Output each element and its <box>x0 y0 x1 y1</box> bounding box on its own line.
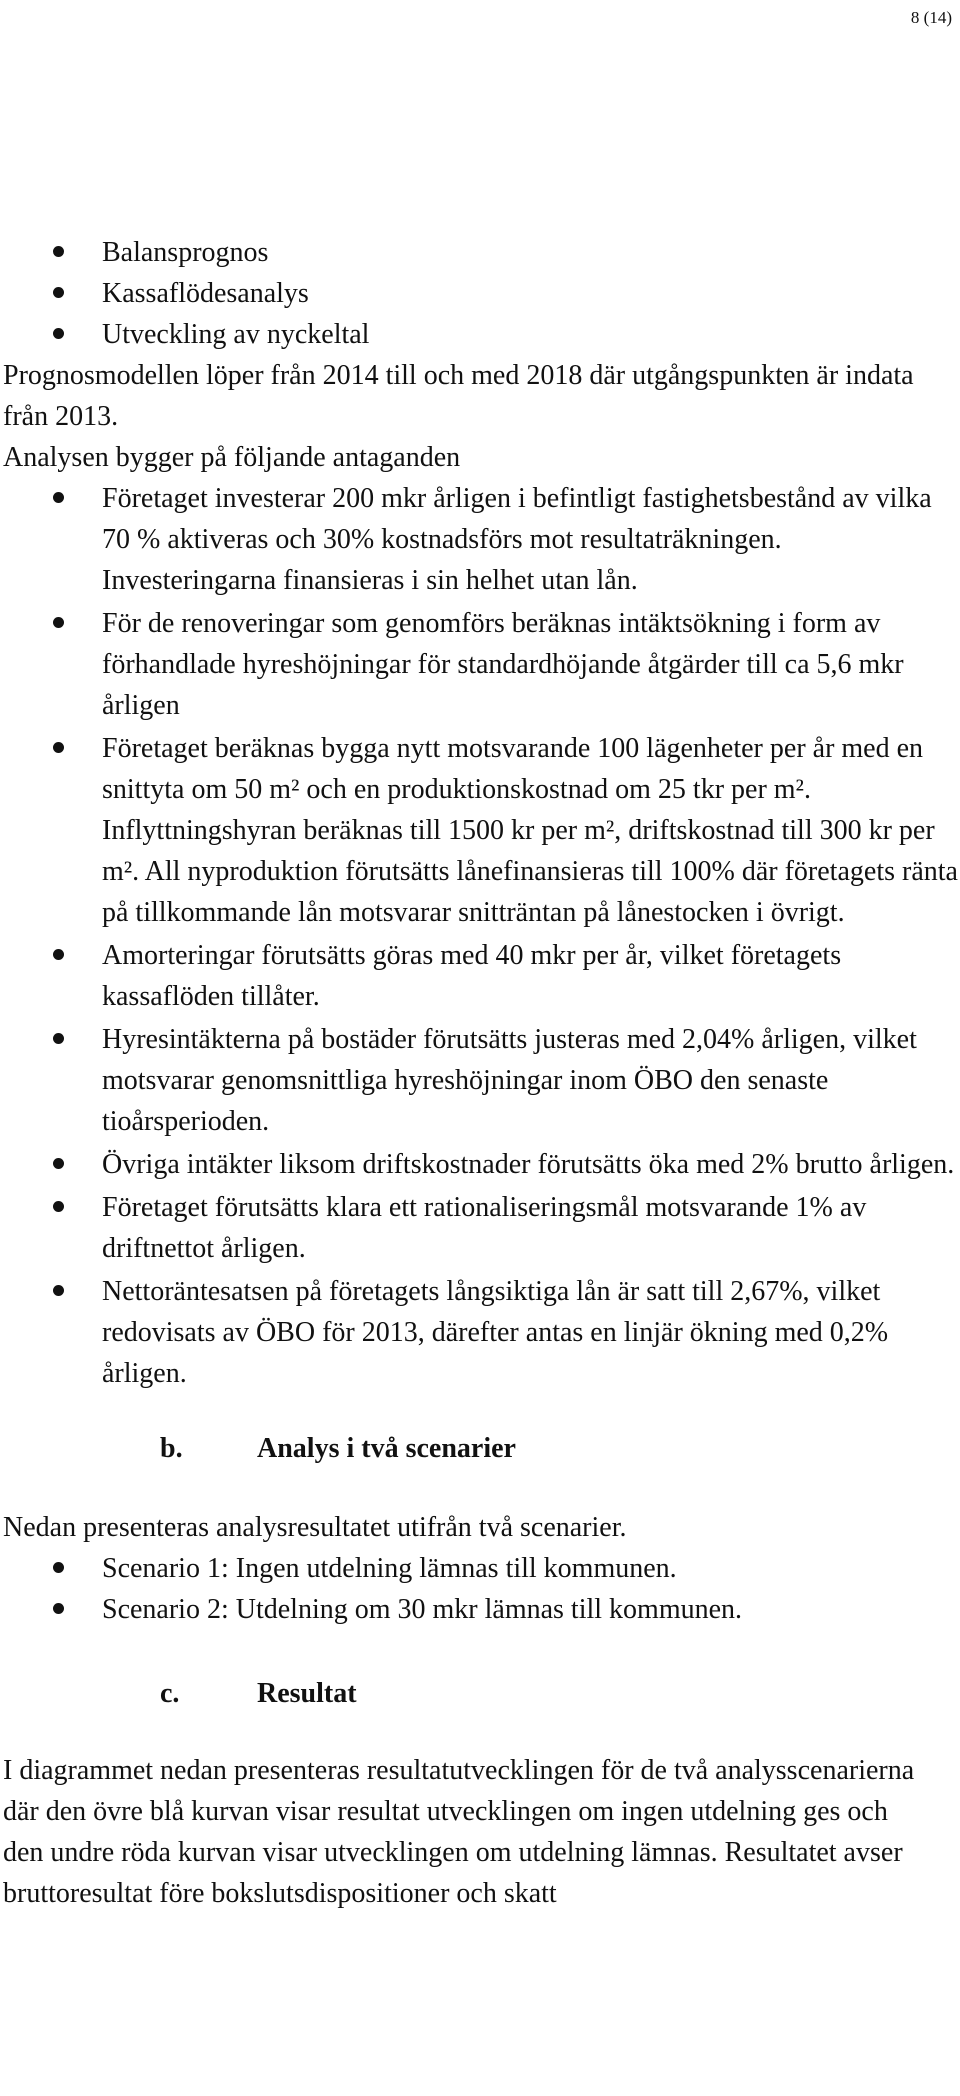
list-item: Kassaflödesanalys <box>3 273 958 314</box>
list-item: Balansprognos <box>3 232 958 273</box>
section-heading-c <box>3 1673 958 1714</box>
list-item: Scenario 1: Ingen utdelning lämnas till kommunen. <box>3 1548 958 1589</box>
list-item: Nettoräntesatsen på företagets långsiktiga lån är satt till 2,67%, vilket redovisats av ÖBO för 2013, därefter antas en linjär ökning med 0,2% årligen. <box>3 1271 958 1394</box>
prognosis-paragraph: Prognosmodellen löper från 2014 till och med 2018 där utgångspunkten är indata från 2013. <box>3 360 914 432</box>
list-item: Företaget beräknas bygga nytt motsvarande 100 lägenheter per år med en snittyta om 50 m² och en produktionskostnad om 25 tkr per m². Inflyttningshyran beräknas till 1500 kr per m², driftskostnad till 300 kr per m². All nyproduktion förutsätts lånefinansieras till 100% där företagets ränta på tillkommande lån motsvarar snitträntan på lånestocken i övrigt. <box>3 728 958 933</box>
section-title: Analys i två scenarier <box>257 1433 516 1464</box>
section-letter: c. <box>160 1678 180 1709</box>
list-item: Scenario 2: Utdelning om 30 mkr lämnas till kommunen. <box>3 1589 958 1630</box>
section-letter: b. <box>160 1433 183 1464</box>
list-item: För de renoveringar som genomförs beräknas intäktsökning i form av förhandlade hyreshöjningar för standardhöjande åtgärder till ca 5,6 mkr årligen <box>3 603 958 726</box>
list-item: Utveckling av nyckeltal <box>3 314 958 355</box>
results-paragraph: I diagrammet nedan presenteras resultatutvecklingen för de två analysscenarierna där den övre blå kurvan visar resultat utvecklingen om ingen utdelning ges och den undre röda kurvan visar utvecklingen om utdelning lämnas. Resultatet avser bruttoresultat före bokslutsdispositioner och skatt <box>3 1755 915 1909</box>
intro-bullet-list <box>3 232 958 355</box>
scenarios-intro: Nedan presenteras analysresultatet utifrån två scenarier. <box>3 1512 627 1543</box>
scenario-bullet-list <box>3 1548 958 1630</box>
section-heading-b <box>3 1428 958 1469</box>
page-number: 8 (14) <box>910 8 952 27</box>
section-title: Resultat <box>257 1678 357 1709</box>
document-body <box>3 232 958 1914</box>
assumptions-intro: Analysen bygger på följande antaganden <box>3 442 461 473</box>
list-item: Övriga intäkter liksom driftskostnader förutsätts öka med 2% brutto årligen. <box>3 1144 958 1185</box>
assumptions-bullet-list <box>3 478 958 1394</box>
list-item: Hyresintäkterna på bostäder förutsätts justeras med 2,04% årligen, vilket motsvarar genomsnittliga hyreshöjningar inom ÖBO den senaste tioårsperioden. <box>3 1019 958 1142</box>
list-item: Amorteringar förutsätts göras med 40 mkr per år, vilket företagets kassaflöden tillåter. <box>3 935 958 1017</box>
list-item: Företaget förutsätts klara ett rationaliseringsmål motsvarande 1% av driftnettot årligen. <box>3 1187 958 1269</box>
list-item: Företaget investerar 200 mkr årligen i befintligt fastighetsbestånd av vilka 70 % aktiveras och 30% kostnadsförs mot resultaträkningen. Investeringarna finansieras i sin helhet utan lån. <box>3 478 958 601</box>
